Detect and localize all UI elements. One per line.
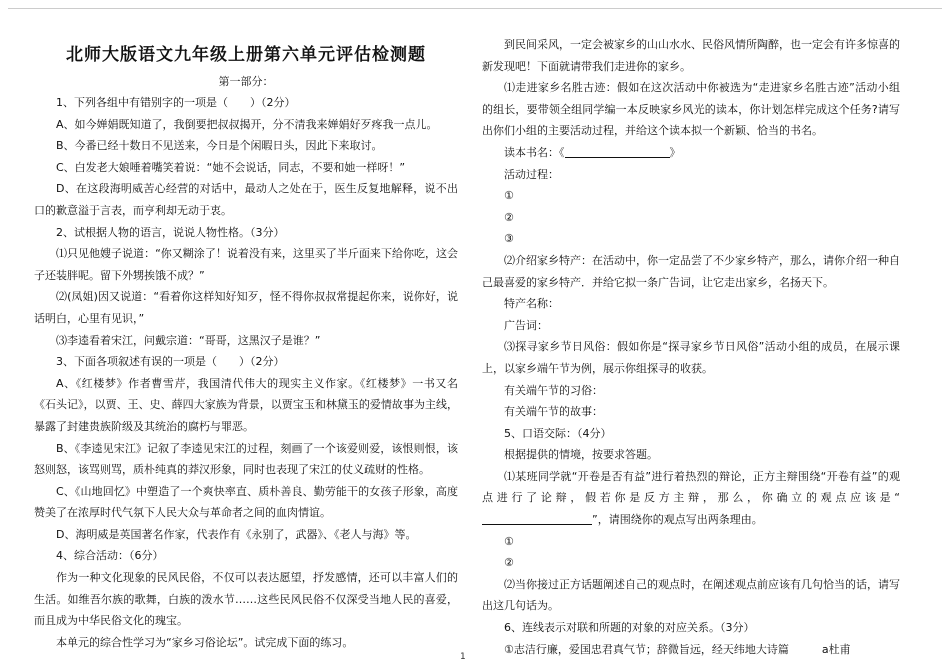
left-paragraph [34,92,458,114]
left-paragraph [34,178,458,221]
right-paragraph [482,423,900,445]
paragraph-text: 根据提供的情境，按要求答题。 [504,448,658,462]
paragraph-text: C、《山地回忆》中塑造了一个爽快率直、质朴善良、勤劳能干的女孩子形象，高度赞美了在浓厚时代气氛下人民大众与革命者之间的血肉情谊。 [34,484,458,520]
paragraph-text: 作为一种文化现象的民风民俗，不仅可以表达愿望，抒发感情，还可以丰富人们的生活。如维吾尔族的歌舞，白族的泼水节……这些民风民俗不仅深受当地人民的喜爱，而且成为中华民俗文化的瑰宝。 [34,571,458,628]
left-paragraph [34,286,458,329]
paragraph-text: B、今番已经十数日不见送来，今日是个闲暇日头，因此下来取讨。 [56,139,383,153]
right-paragraph [482,142,900,164]
paragraph-text: ① [504,189,514,203]
paragraph-text: 活动过程： [504,167,559,181]
paragraph-text: ⑶探寻家乡节日风俗：假如你是“探寻家乡节日风俗”活动小组的成员，在展示课上，以家乡端午节为例，展示你组探寻的收获。 [482,340,900,375]
paragraph-text: ③ [504,232,514,246]
paragraph-text: ⑵介绍家乡特产：在活动中，你一定品尝了不少家乡特产，那么，请你介绍一种自己最喜爱的家乡特产．并给它拟一条广告词，让它走出家乡，名扬天下。 [482,253,900,289]
right-column-body [482,34,900,660]
paragraph-text: 2、试根据人物的语言，说说人物性格。（3分） [56,225,285,239]
paragraph-text: C、白发老大娘唾着嘴笑着说：“她不会说话，同志，不要和她一样呀！” [56,160,406,174]
paragraph-text: ⑶李逵看着宋江，问戴宗道：“哥哥，这黑汉子是谁？” [56,333,321,347]
left-paragraph [34,157,458,179]
paragraph-text: 本单元的综合性学习为“家乡习俗论坛”。试完成下面的练习。 [56,635,354,649]
left-paragraph [34,330,458,352]
left-paragraph [34,351,458,373]
right-paragraph [482,293,900,315]
paragraph-text: 读本书名：《 [504,145,565,159]
left-paragraph [34,135,458,157]
part-heading: 第一部分： [218,75,274,88]
paragraph-text: 广告词： [504,318,548,332]
paragraph-text: ② [504,556,514,570]
paragraph-text: 有关端午节的故事： [504,405,603,419]
paragraph-text: A、《红楼梦》作者曹雪芹，我国清代伟大的现实主义作家。《红楼梦》一书又名《石头记》，以贾、王、史、薛四大家族为背景，以贾宝玉和林黛玉的爱情故事为主线，暴露了封建贵族阶级及其统治的腐朽与罪恶。 [34,376,458,433]
paragraph-text: A、如今婵娟既知道了，我倒要把叔叔揭开，分不清我来婵娟好歹疼我一点儿。 [56,117,438,131]
paragraph-text: ⑴走进家乡名胜古迹：假如在这次活动中你被选为“走进家乡名胜古迹”活动小组的组长，要带领全组同学编一本反映家乡风光的读本，你计划怎样完成这个任务?请写出你们小组的主要活动过程，并给这个读本拟一个新颖、恰当的书名。 [482,81,900,138]
paragraph-text-after: 》 [669,145,681,159]
right-paragraph [482,552,900,574]
left-column [34,34,458,653]
left-column-body [34,92,458,653]
page-title: 北师大版语文九年级上册第六单元评估检测题 [66,45,426,65]
right-paragraph [482,639,900,661]
answer-blank[interactable] [482,512,592,525]
right-paragraph [482,185,900,207]
right-paragraph [482,315,900,337]
paragraph-text-after: ”，请围绕你的观点写出两条理由。 [592,513,763,527]
left-paragraph [34,567,458,632]
left-paragraph [34,243,458,286]
right-paragraph [482,574,900,617]
right-paragraph [482,401,900,423]
paragraph-text: ① [504,534,514,548]
paragraph-text: 1、下列各组中有错别字的一项是（ ）（2分） [56,96,296,109]
paragraph-text: 有关端午节的习俗： [504,383,603,397]
paragraph-text: 4、综合活动：（6分） [56,549,164,563]
left-paragraph [34,545,458,567]
right-paragraph [482,380,900,402]
right-paragraph [482,250,900,293]
left-paragraph [34,632,458,654]
paragraph-text: D、在这段海明威苦心经营的对话中，最动人之处在于，医生反复地解释，说不出口的歉意溢于言表，而亨利却无动于衷。 [34,182,458,217]
left-paragraph [34,524,458,546]
paragraph-text: 3、下面各项叙述有误的一项是（ ）（2分） [56,355,285,369]
left-paragraph [34,222,458,244]
paragraph-text: D、海明威是英国著名作家，代表作有《永别了，武器》、《老人与海》等。 [56,527,417,541]
answer-blank[interactable] [565,145,670,158]
left-paragraph [34,438,458,481]
right-paragraph [482,531,900,553]
right-paragraph [482,228,900,250]
paragraph-text: 特产名称： [504,297,559,311]
paragraph-text: ①志洁行廉，爱国忠君真气节；辞微旨远，经天纬地大诗篇 a杜甫 [504,642,851,656]
right-paragraph [482,207,900,229]
right-paragraph [482,34,900,77]
left-paragraph [34,373,458,438]
paragraph-text: 到民间采风，一定会被家乡的山山水水、民俗风情所陶醉，也一定会有许多惊喜的新发现吧！下面就请带我们走进你的家乡。 [482,38,900,73]
left-paragraph [34,481,458,524]
paragraph-text: ⑴只见他嫂子说道：“你又糊涂了！说着没有来，这里买了半斤面来下给你吃，这会子还装胖呢。留下外甥挨饿不成？” [34,247,458,282]
paragraph-text: ⑵(凤姐)因又说道：“看着你这样知好知歹，怪不得你叔叔常提起你来，说你好，说话明白，心里有见识，” [34,290,458,325]
right-paragraph [482,77,900,142]
paragraph-text: ② [504,210,514,224]
right-paragraph [482,466,900,531]
paragraph-text: ⑴某班同学就“开卷是否有益”进行着热烈的辩论，正方主辩围绕“开卷有益”的观点进行了论辩，假若你是反方主辩，那么，你确立的观点应该是“ [482,469,900,505]
right-paragraph [482,617,900,639]
right-column [482,34,900,660]
right-paragraph [482,336,900,379]
page-number: 1 [460,652,466,662]
paragraph-text: B、《李逵见宋江》记叙了李逵见宋江的过程，刻画了一个该爱则爱，该恨则恨，该怒则怒，该骂则骂，质朴纯真的莽汉形象，同时也表现了宋江的仗义疏财的性格。 [34,441,458,477]
right-paragraph [482,444,900,466]
paragraph-text: 5、口语交际：（4分） [504,426,612,440]
paragraph-text: ⑵当你接过正方话题阐述自己的观点时，在阐述观点前应该有几句恰当的话，请写出这几句话为。 [482,577,900,613]
right-paragraph [482,164,900,186]
left-paragraph [34,114,458,136]
paragraph-text: 6、连线表示对联和所题的对象的对应关系。（3分） [504,621,755,635]
